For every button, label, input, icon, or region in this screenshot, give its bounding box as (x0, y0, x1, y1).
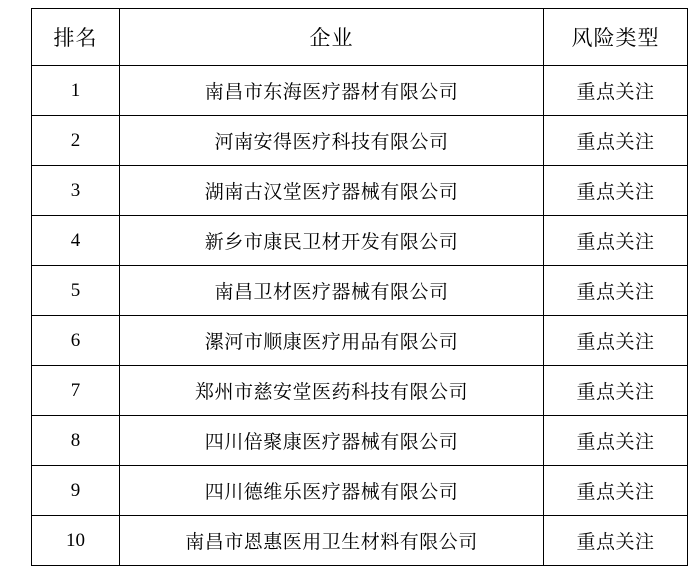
cell-company: 漯河市顺康医疗用品有限公司 (120, 316, 544, 366)
table-header-row (32, 9, 688, 66)
cell-rank: 7 (32, 366, 120, 416)
column-header-company: 企业 (120, 9, 544, 66)
table-row (32, 366, 688, 416)
cell-rank: 8 (32, 416, 120, 466)
table-row (32, 516, 688, 566)
table-row (32, 316, 688, 366)
cell-company: 南昌市东海医疗器材有限公司 (120, 66, 544, 116)
table-body (32, 66, 688, 566)
column-header-rank: 排名 (32, 9, 120, 66)
table-header (32, 9, 688, 66)
cell-rank: 10 (32, 516, 120, 566)
cell-rank: 3 (32, 166, 120, 216)
cell-rank: 2 (32, 116, 120, 166)
cell-risk: 重点关注 (544, 166, 688, 216)
cell-company: 四川倍聚康医疗器械有限公司 (120, 416, 544, 466)
cell-company: 郑州市慈安堂医药科技有限公司 (120, 366, 544, 416)
cell-risk: 重点关注 (544, 316, 688, 366)
cell-company: 南昌市恩惠医用卫生材料有限公司 (120, 516, 544, 566)
table-row (32, 416, 688, 466)
cell-risk: 重点关注 (544, 216, 688, 266)
cell-company: 四川德维乐医疗器械有限公司 (120, 466, 544, 516)
cell-company: 南昌卫材医疗器械有限公司 (120, 266, 544, 316)
cell-risk: 重点关注 (544, 516, 688, 566)
cell-risk: 重点关注 (544, 266, 688, 316)
cell-rank: 6 (32, 316, 120, 366)
table-row (32, 166, 688, 216)
table-row (32, 116, 688, 166)
cell-risk: 重点关注 (544, 416, 688, 466)
cell-rank: 5 (32, 266, 120, 316)
table-row (32, 466, 688, 516)
cell-risk: 重点关注 (544, 466, 688, 516)
cell-rank: 4 (32, 216, 120, 266)
cell-risk: 重点关注 (544, 366, 688, 416)
table-row (32, 266, 688, 316)
cell-rank: 9 (32, 466, 120, 516)
cell-risk: 重点关注 (544, 116, 688, 166)
cell-company: 湖南古汉堂医疗器械有限公司 (120, 166, 544, 216)
table-row (32, 216, 688, 266)
risk-table-container (31, 8, 687, 566)
table-row (32, 66, 688, 116)
column-header-risk: 风险类型 (544, 9, 688, 66)
cell-company: 新乡市康民卫材开发有限公司 (120, 216, 544, 266)
risk-table (31, 8, 688, 566)
cell-company: 河南安得医疗科技有限公司 (120, 116, 544, 166)
cell-rank: 1 (32, 66, 120, 116)
cell-risk: 重点关注 (544, 66, 688, 116)
